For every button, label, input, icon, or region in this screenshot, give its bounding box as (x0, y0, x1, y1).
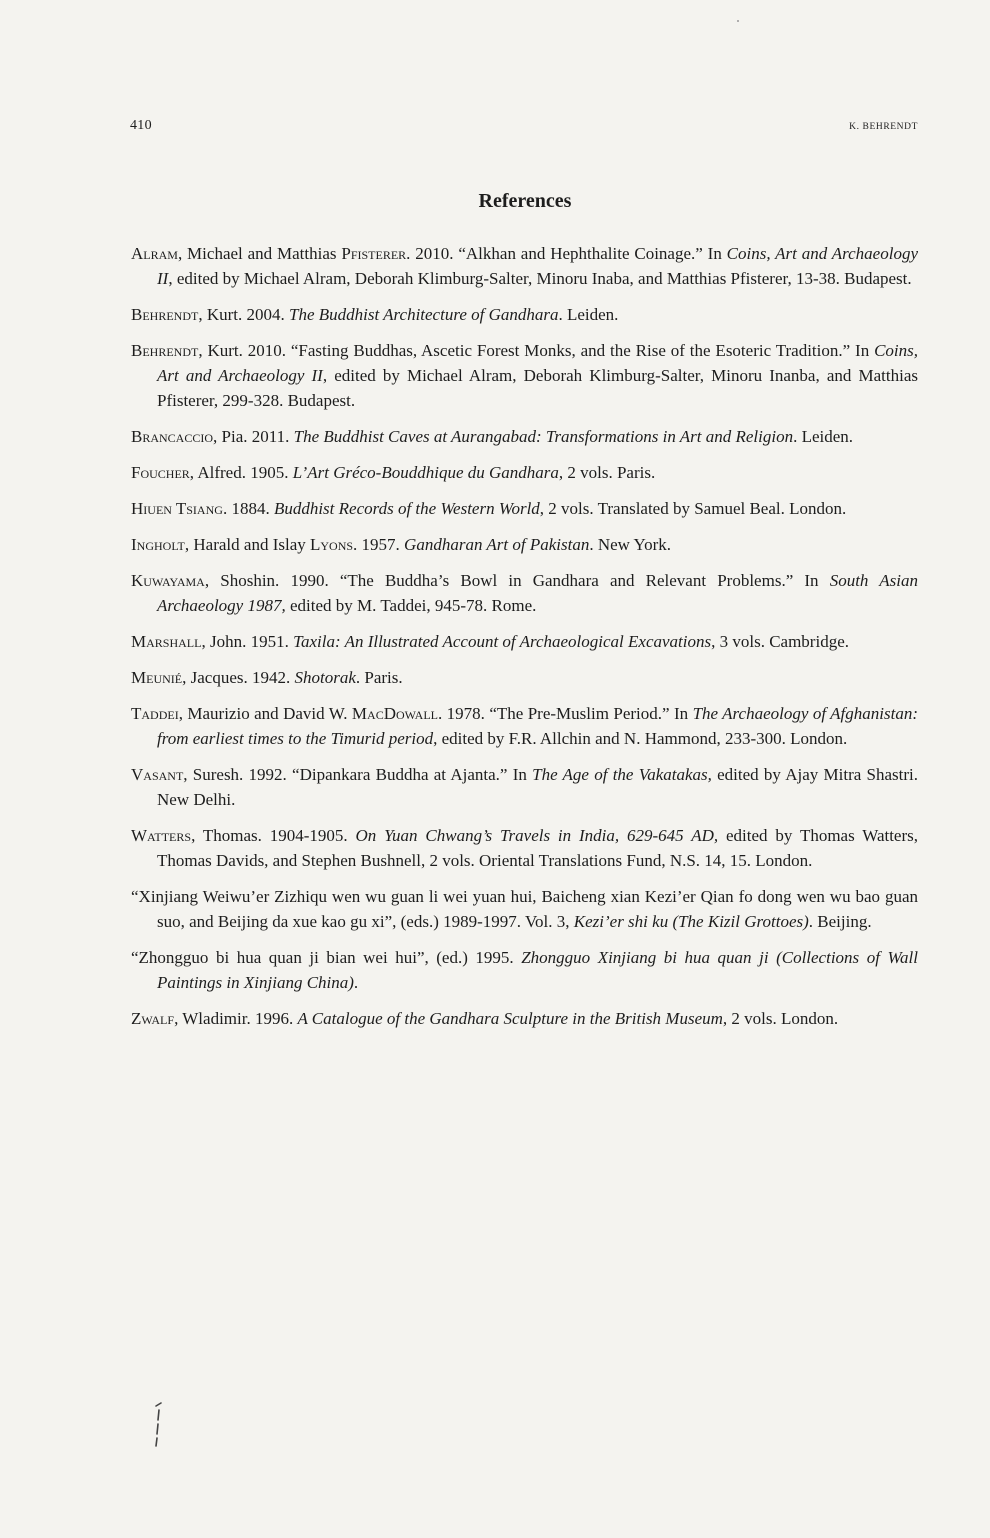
work-title: Coins, Art and Archaeology II (157, 244, 918, 288)
author-name: Hiuen Tsiang (131, 499, 223, 518)
reference-entry: Vasant, Suresh. 1992. “Dipankara Buddha at Ajanta.” In The Age of the Vakatakas, edited by Ajay Mitra Shastri. New Delhi. (131, 765, 919, 809)
reference-entry: Watters, Thomas. 1904-1905. On Yuan Chwang’s Travels in India, 629-645 AD, edited by Thomas Watters, Thomas Davids, and Stephen Bushnell, 2 vols. Oriental Translations Fund, N.S. 14, 15. London. (131, 826, 919, 870)
work-title: The Archaeology of Afghanistan: from earliest times to the Timurid period (157, 704, 918, 748)
author-name: Meunié (131, 668, 183, 687)
work-title: Coins, Art and Archaeology II (157, 341, 918, 385)
reference-entry: Behrendt, Kurt. 2010. “Fasting Buddhas, Ascetic Forest Monks, and the Rise of the Esoteric Tradition.” In Coins, Art and Archaeology II, edited by Michael Alram, Deborah Klimburg-Salter, Minoru Inanba, and Matthias Pfisterer, 299-328. Budapest. (131, 341, 918, 410)
reference-entry: Kuwayama, Shoshin. 1990. “The Buddha’s Bowl in Gandhara and Relevant Problems.” In South Asian Archaeology 1987, edited by M. Taddei, 945-78. Rome. (131, 571, 918, 615)
work-title: L’Art Gréco-Bouddhique du Gandhara (292, 463, 559, 482)
author-name: Behrendt (131, 341, 199, 360)
reference-entry: Hiuen Tsiang. 1884. Buddhist Records of the Western World, 2 vols. Translated by Samuel Beal. London. (131, 499, 847, 518)
page-number: 410 (130, 118, 152, 133)
scan-speck (737, 20, 739, 22)
work-title: Kezi’er shi ku (The Kizil Grottoes) (573, 912, 809, 931)
reference-entry: “Zhongguo bi hua quan ji bian wei hui”, (ed.) 1995. Zhongguo Xinjiang bi hua quan ji (Collections of Wall Paintings in Xinjiang China). (131, 948, 918, 992)
author-name: Vasant (131, 765, 184, 784)
reference-entry: Behrendt, Kurt. 2004. The Buddhist Architecture of Gandhara. Leiden. (131, 305, 619, 324)
running-head: K. BEHRENDT (849, 122, 918, 132)
work-title: Gandharan Art of Pakistan (404, 535, 590, 554)
author-name: Ingholt (131, 535, 185, 554)
reference-entry: Ingholt, Harald and Islay Lyons. 1957. Gandharan Art of Pakistan. New York. (131, 535, 672, 554)
section-title: References (478, 190, 572, 212)
pencil-mark (150, 1400, 170, 1448)
page-header (130, 118, 918, 134)
author-name: Lyons (309, 535, 354, 554)
author-name: Alram (131, 244, 178, 263)
reference-entry: Foucher, Alfred. 1905. L’Art Gréco-Bouddhique du Gandhara, 2 vols. Paris. (131, 463, 656, 482)
author-name: Kuwayama (131, 571, 205, 590)
work-title: South Asian Archaeology 1987, (157, 571, 918, 615)
author-name: Zwalf (131, 1009, 175, 1028)
reference-entry: Alram, Michael and Matthias Pfisterer. 2010. “Alkhan and Hephthalite Coinage.” In Coins, Art and Archaeology II, edited by Michael Alram, Deborah Klimburg-Salter, Minoru Inaba, and Matthias Pfisterer, 13-38. Budapest. (131, 244, 918, 288)
reference-entry: Brancaccio, Pia. 2011. The Buddhist Caves at Aurangabad: Transformations in Art and Religion. Leiden. (131, 427, 854, 446)
author-name: MacDowall (351, 704, 438, 723)
author-name: Pfisterer (341, 244, 407, 263)
work-title: Taxila: An Illustrated Account of Archaeological Excavations (293, 632, 712, 651)
work-title: The Buddhist Caves at Aurangabad: Transformations in Art and Religion (293, 427, 794, 446)
author-name: Behrendt (131, 305, 199, 324)
work-title: Buddhist Records of the Western World (273, 499, 540, 518)
reference-entry: Taddei, Maurizio and David W. MacDowall. 1978. “The Pre-Muslim Period.” In The Archaeology of Afghanistan: from earliest times to the Timurid period, edited by F.R. Allchin and N. Hammond, 233-300. London. (131, 704, 918, 748)
reference-list (131, 241, 918, 1042)
work-title: The Age of the Vakatakas, (532, 765, 712, 784)
work-title: The Buddhist Architecture of Gandhara (289, 305, 559, 324)
work-title: Zhongguo Xinjiang bi hua quan ji (Collections of Wall Paintings in Xinjiang China) (157, 948, 918, 992)
work-title: Shotorak (294, 668, 356, 687)
reference-entry: “Xinjiang Weiwu’er Zizhiqu wen wu guan li wei yuan hui, Baicheng xian Kezi’er Qian fo dong wen wu bao guan suo, and Beijing da xue kao gu xi”, (eds.) 1989-1997. Vol. 3, Kezi’er shi ku (The Kizil Grottoes). Beijing. (131, 887, 918, 931)
reference-entry: Zwalf, Wladimir. 1996. A Catalogue of the Gandhara Sculpture in the British Museum, 2 vols. London. (131, 1009, 839, 1028)
reference-entry: Marshall, John. 1951. Taxila: An Illustrated Account of Archaeological Excavations, 3 vols. Cambridge. (131, 632, 849, 651)
reference-entry: Meunié, Jacques. 1942. Shotorak. Paris. (131, 668, 403, 687)
author-name: Brancaccio (131, 427, 214, 446)
work-title: On Yuan Chwang’s Travels in India, 629-645 AD, (355, 826, 719, 845)
author-name: Watters (131, 826, 192, 845)
author-name: Foucher (131, 463, 190, 482)
author-name: Marshall (131, 632, 202, 651)
work-title: A Catalogue of the Gandhara Sculpture in the British Museum (297, 1009, 723, 1028)
author-name: Taddei (131, 704, 179, 723)
